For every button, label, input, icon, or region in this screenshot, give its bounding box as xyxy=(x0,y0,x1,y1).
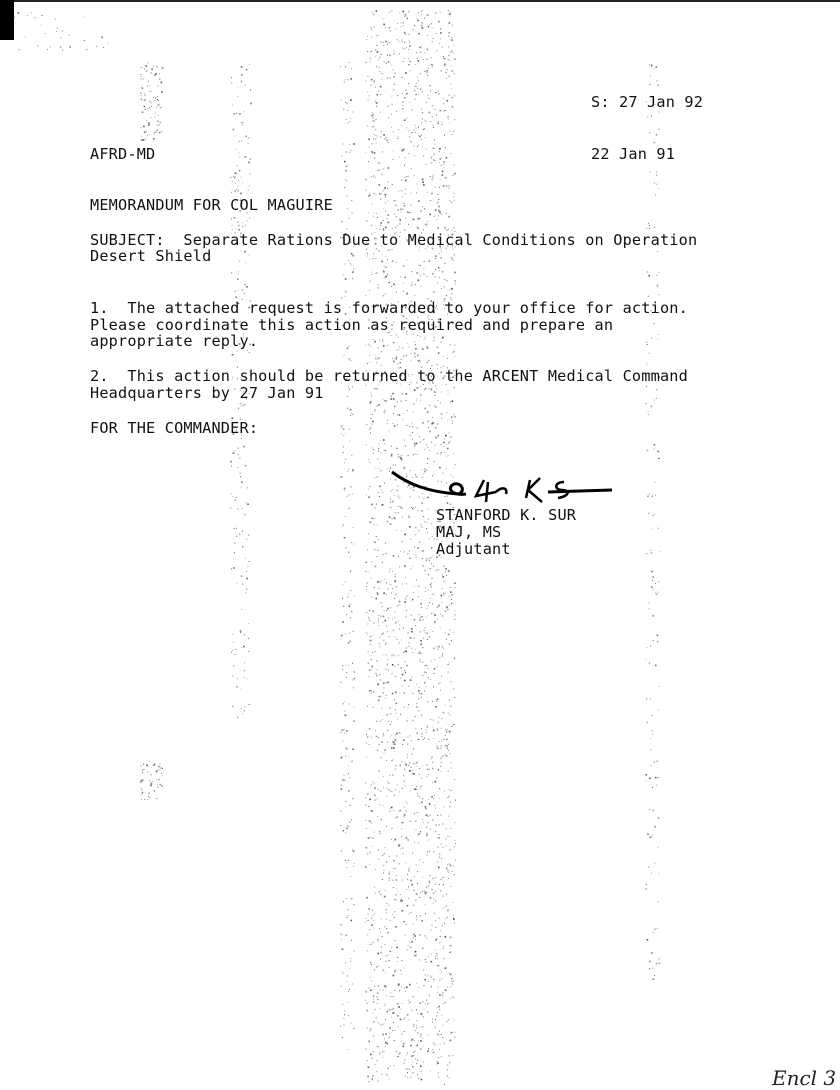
paragraph-1-line-1: 1. The attached request is forwarded to your office for action. xyxy=(90,299,688,317)
subject-line-2: Desert Shield xyxy=(90,247,212,265)
suspense-date: S: 27 Jan 92 xyxy=(591,93,704,111)
paragraph-1-line-2: Please coordinate this action as required and prepare an xyxy=(90,316,614,334)
paragraph-1-line-3: appropriate reply. xyxy=(90,332,259,350)
subject-line-1: SUBJECT: Separate Rations Due to Medical Conditions on Operation xyxy=(90,231,698,249)
enclosure-mark: Encl 3 xyxy=(772,1066,837,1090)
signer-rank: MAJ, MS xyxy=(436,523,502,541)
memo-date: 22 Jan 91 xyxy=(591,145,676,163)
paragraph-2-line-1: 2. This action should be returned to the ARCENT Medical Command xyxy=(90,367,688,385)
office-symbol: AFRD-MD xyxy=(90,145,156,163)
memorandum-for: MEMORANDUM FOR COL MAGUIRE xyxy=(90,196,333,214)
closing: FOR THE COMMANDER: xyxy=(90,419,259,437)
paragraph-2-line-2: Headquarters by 27 Jan 91 xyxy=(90,384,324,402)
handwritten-signature xyxy=(388,462,618,512)
signer-title: Adjutant xyxy=(436,540,511,558)
signer-name: STANFORD K. SUR xyxy=(436,506,577,524)
